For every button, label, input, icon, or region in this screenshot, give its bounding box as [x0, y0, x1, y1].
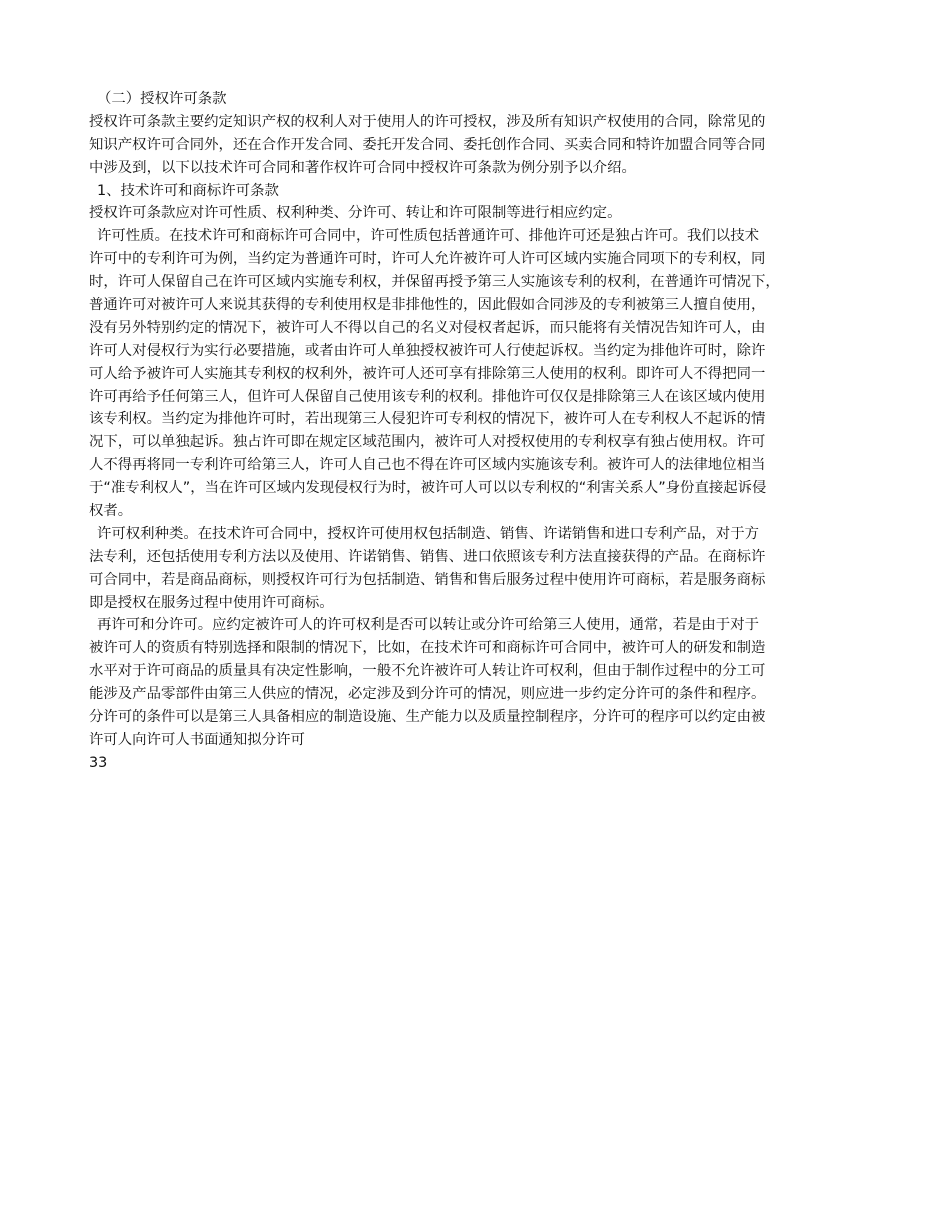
text-line: 水平对于许可商品的质量具有决定性影响，一般不允许被许可人转让许可权利，但由于制作过程中的分工可 [89, 663, 766, 680]
text-line: 许可人向许可人书面通知拟分许可 [89, 731, 305, 748]
text-line: 权者。 [89, 503, 133, 520]
paragraph-start-line: 再许可和分许可。应约定被许可人的许可权利是否可以转让或分许可给第三人使用，通常，若是由于对于 [97, 617, 759, 634]
text-line: 授权许可条款应对许可性质、权利种类、分许可、转让和许可限制等进行相应约定。 [89, 205, 622, 222]
text-line: 知识产权许可合同外，还在合作开发合同、委托开发合同、委托创作合同、买卖合同和特许加盟合同等合同 [89, 136, 766, 153]
text-line: 能涉及产品零部件由第三人供应的情况，必定涉及到分许可的情况，则应进一步约定分许可的条件和程序。 [89, 686, 766, 703]
text-line: 于“准专利权人”，当在许可区域内发现侵权行为时，被许可人可以以专利权的“利害关系人”身份直接起诉侵 [89, 480, 767, 497]
text-line: 即是授权在服务过程中使用许可商标。 [89, 594, 334, 611]
text-line: 许可人对侵权行为实行必要措施，或者由许可人单独授权被许可人行使起诉权。当约定为排他许可时，除许 [89, 342, 766, 359]
text-line: 被许可人的资质有特别选择和限制的情况下，比如，在技术许可和商标许可合同中，被许可人的研发和制造 [89, 640, 766, 657]
text-line: 况下，可以单独起诉。独占许可即在规定区域范围内，被许可人对授权使用的专利权享有独占使用权。许可 [89, 434, 766, 451]
text-line: 该专利权。当约定为排他许可时，若出现第三人侵犯许可专利权的情况下，被许可人在专利权人不起诉的情 [89, 411, 766, 428]
text-line: 法专利，还包括使用专利方法以及使用、许诺销售、销售、进口依照该专利方法直接获得的产品。在商标许 [89, 548, 766, 565]
text-line: 分许可的条件可以是第三人具备相应的制造设施、生产能力以及质量控制程序，分许可的程序可以约定由被 [89, 709, 766, 726]
page-number: 33 [89, 754, 108, 771]
text-line: 许可中的专利许可为例，当约定为普通许可时，许可人允许被许可人许可区域内实施合同项下的专利权，同 [89, 251, 766, 268]
text-line: 中涉及到，以下以技术许可合同和著作权许可合同中授权许可条款为例分别予以介绍。 [89, 159, 636, 176]
subsection-heading: 1、技术许可和商标许可条款 [97, 182, 279, 199]
paragraph-start-line: 许可性质。在技术许可和商标许可合同中，许可性质包括普通许可、排他许可还是独占许可。我们以技术 [97, 228, 759, 245]
text-line: 普通许可对被许可人来说其获得的专利使用权是非排他性的，因此假如合同涉及的专利被第三人擅自使用， [89, 297, 766, 314]
document-page [89, 88, 864, 775]
text-line: 可合同中，若是商品商标，则授权许可行为包括制造、销售和售后服务过程中使用许可商标，若是服务商标 [89, 571, 766, 588]
paragraph-start-line: 许可权利种类。在技术许可合同中，授权许可使用权包括制造、销售、许诺销售和进口专利产品，对于方 [97, 525, 759, 542]
text-line: 时，许可人保留自己在许可区域内实施专利权，并保留再授予第三人实施该专利的权利，在普通许可情况下， [89, 274, 780, 291]
text-line: 可人给予被许可人实施其专利权的权利外，被许可人还可享有排除第三人使用的权利。即许可人不得把同一 [89, 365, 766, 382]
text-line: 许可再给予任何第三人，但许可人保留自己使用该专利的权利。排他许可仅仅是排除第三人在该区域内使用 [89, 388, 766, 405]
text-line: 授权许可条款主要约定知识产权的权利人对于使用人的许可授权，涉及所有知识产权使用的合同，除常见的 [89, 113, 766, 130]
text-line: 没有另外特别约定的情况下，被许可人不得以自己的名义对侵权者起诉，而只能将有关情况告知许可人，由 [89, 319, 766, 336]
text-line: 人不得再将同一专利许可给第三人，许可人自己也不得在许可区域内实施该专利。被许可人的法律地位相当 [89, 457, 766, 474]
section-heading: （二）授权许可条款 [97, 91, 227, 107]
